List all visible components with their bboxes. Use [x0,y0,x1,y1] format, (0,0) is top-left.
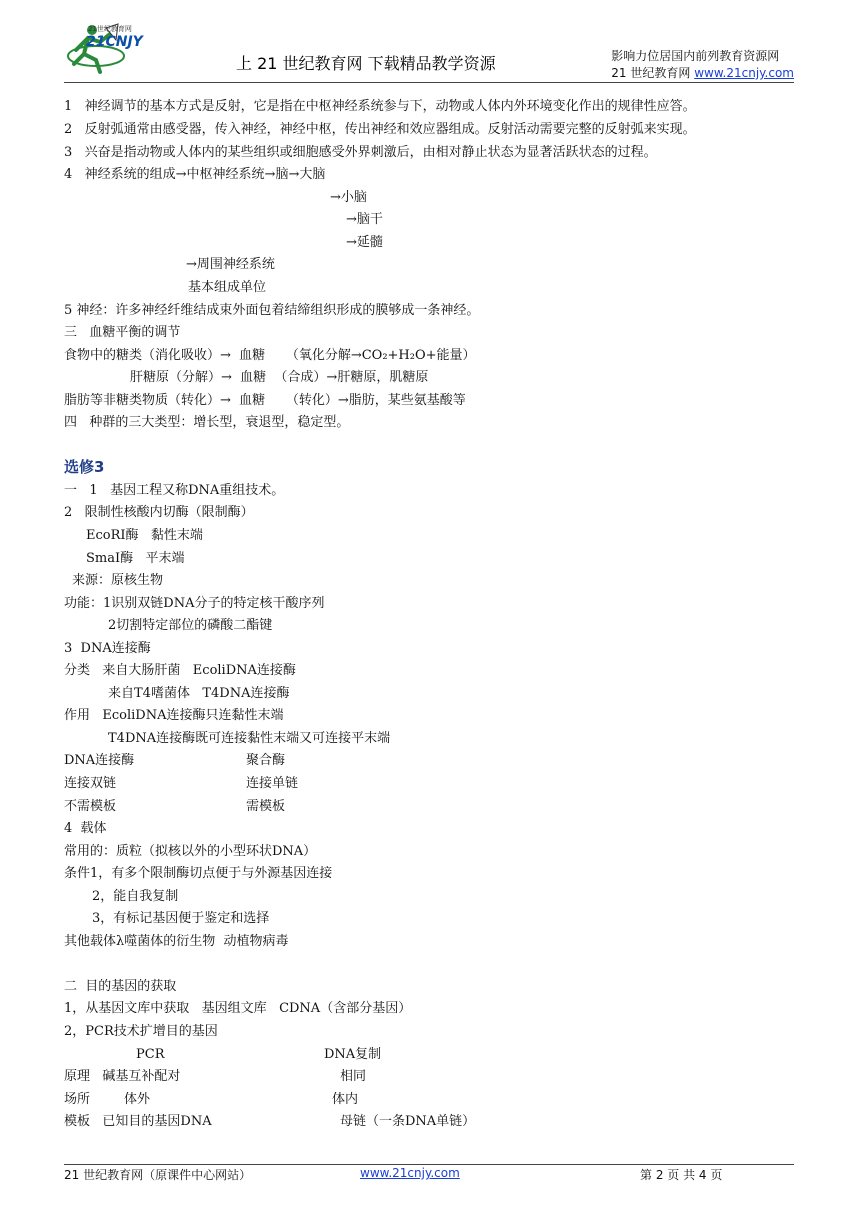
text-line: 4 神经系统的组成→中枢神经系统→脑→大脑 [64,167,326,182]
text-line: DNA连接酶 [64,753,135,768]
page-number: 第 2 页 共 4 页 [640,1168,723,1182]
footer-divider [64,1164,794,1165]
text-line: 分类 来自大肠肝菌 EcoliDNA连接酶 [64,663,296,678]
text-line: 需模板 [246,799,286,814]
text-line: 原理 碱基互补配对 [64,1069,181,1084]
text-line: 其他载体λ噬菌体的衍生物 动植物病毒 [64,934,289,949]
text-line: 母链（一条DNA单链） [340,1114,476,1129]
text-line: 条件1，有多个限制酶切点便于与外源基因连接 [64,866,333,881]
text-line: 相同 [340,1069,367,1084]
text-line: 聚合酶 [246,753,286,768]
text-line: 作用 EcoliDNA连接酶只连黏性末端 [64,708,284,723]
section-heading: 选修3 [64,458,105,476]
text-line: 3 DNA连接酶 [64,641,151,656]
text-line: 常用的：质粒（拟核以外的小型环状DNA） [64,844,317,859]
text-line: 脂肪等非糖类物质（转化）→ 血糖 （转化）→脂肪，某些氨基酸等 [64,393,466,408]
text-line: 2 反射弧通常由感受器，传入神经，神经中枢，传出神经和效应器组成。反射活动需要完整的反射弧来实现。 [64,122,696,137]
text-line: 2切割特定部位的磷酸二酯键 [108,618,273,633]
text-line: 四 种群的三大类型：增长型，衰退型，稳定型。 [64,415,350,430]
text-line: 功能：1识别双链DNA分子的特定核干酸序列 [64,596,325,611]
text-line: EcoRⅠ酶 黏性末端 [86,528,203,543]
text-line: 体内 [332,1092,359,1107]
text-line: 二 目的基因的获取 [64,979,177,994]
text-line: →小脑 [330,190,367,205]
text-line: 3，有标记基因便于鉴定和选择 [92,911,270,926]
text-line: 场所 [64,1092,91,1107]
header-tagline: 影响力位居国内前列教育资源网 [611,49,780,63]
header-right [611,48,794,82]
text-line: 连接单链 [246,776,299,791]
text-line: →延髓 [346,235,383,250]
text-line: DNA复制 [324,1047,382,1062]
text-line: 不需模板 [64,799,117,814]
logo-small-text: 21世纪教育网 [88,25,132,33]
header-site-line [611,65,794,82]
footer-site-link[interactable]: www.21cnjy.com [360,1166,460,1180]
text-line: →脑干 [346,212,383,227]
site-title: 上 21 世纪教育网 下载精品教学资源 [236,54,496,73]
text-line: 来源：原核生物 [72,573,164,588]
header-site-prefix: 21 世纪教育网 [611,66,695,80]
text-line: 1 神经调节的基本方式是反射，它是指在中枢神经系统参与下，动物或人体内外环境变化作出的规律性应答。 [64,99,696,114]
text-line: 3 兴奋是指动物或人体内的某些组织或细胞感受外界刺激后，由相对静止状态为显著活跃状态的过程。 [64,145,657,160]
text-line: →周围神经系统 [186,257,275,272]
text-line: 肝糖原（分解）→ 血糖 （合成）→肝糖原，肌糖原 [130,370,429,385]
text-line: SmaⅠ酶 平末端 [86,551,185,566]
text-line: T4DNA连接酶既可连接黏性末端又可连接平末端 [108,731,391,746]
text-line: 1，从基因文库中获取 基因组文库 CDNA（含部分基因） [64,1001,412,1016]
text-line: 2，能自我复制 [92,889,179,904]
text-line: 2，PCR技术扩增目的基因 [64,1024,218,1039]
text-line: 基本组成单位 [188,280,267,295]
header-divider [64,82,794,83]
text-line: 食物中的糖类（消化吸收）→ 血糖 （氧化分解→CO₂+H₂O+能量） [64,348,476,363]
logo-brand-text: 21CNJY [86,34,143,50]
text-line: 4 载体 [64,821,107,836]
header-site-link[interactable]: www.21cnjy.com [694,66,794,80]
page-header [0,0,860,86]
text-line: 模板 已知目的基因DNA [64,1114,212,1129]
text-line: 体外 [124,1092,151,1107]
text-line: 5 神经：许多神经纤维结成束外面包着结缔组织形成的膜够成一条神经。 [64,303,480,318]
text-line: 来自T4嗜菌体 T4DNA连接酶 [108,686,290,701]
text-line: 一 1 基因工程又称DNA重组技术。 [64,483,285,498]
text-line: PCR [136,1047,165,1062]
footer-center [360,1166,460,1180]
text-line: 2 限制性核酸内切酶（限制酶） [64,505,254,520]
text-line: 连接双链 [64,776,117,791]
text-line: 三 血糖平衡的调节 [64,325,181,340]
footer-left: 21 世纪教育网（原课件中心网站） [64,1168,252,1182]
